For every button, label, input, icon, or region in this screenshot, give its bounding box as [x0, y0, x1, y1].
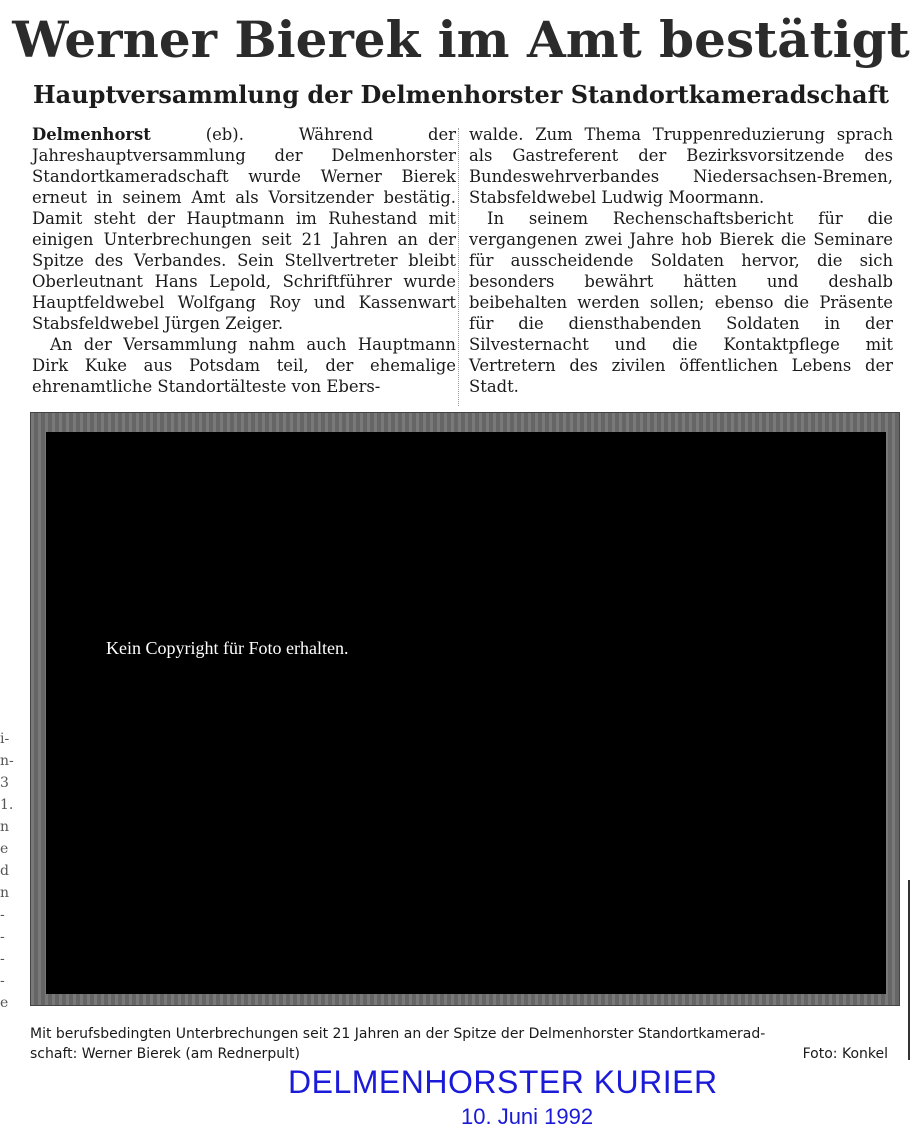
article-right-column	[469, 124, 893, 397]
edge-fragment: -	[0, 951, 5, 967]
edge-fragment: -	[0, 929, 5, 945]
edge-fragment: e	[0, 995, 9, 1011]
edge-fragment: n	[0, 885, 10, 901]
photo-caption	[30, 1024, 892, 1064]
right-edge-rule	[908, 880, 910, 1060]
left-paragraph-2: An der Versammlung nahm auch Hauptmann Dirk Kuke aus Potsdam teil, der ehemalige ehrenamtliche Standortälteste von Ebers-	[32, 335, 456, 396]
edge-fragment: e	[0, 841, 9, 857]
edge-fragment: n-	[0, 753, 14, 769]
article-left-column	[32, 124, 456, 397]
edge-fragment: 3	[0, 775, 9, 791]
left-paragraph-1-text: (eb). Während der Jahreshauptversammlung der Delmenhorster Standortkameradschaft wurde Werner Bierek erneut in seinem Amt als Vorsitzender bestätig. Damit steht der Hauptmann im Ruhestand mit einigen Unterbrechungen seit 21 Jahren an der Spitze des Verbandes. Sein Stellvertreter bleibt Oberleutnant Hans Lepold, Schriftführer wurde Hauptfeldwebel Wolfgang Roy und Kassenwart Stabsfeldwebel Jürgen Zeiger.	[32, 125, 456, 333]
article-subheadline: Hauptversammlung der Delmenhorster Standortkameradschaft	[32, 80, 890, 109]
column-divider	[458, 128, 459, 406]
right-paragraph-2: In seinem Rechenschaftsbericht für die vergangenen zwei Jahre hob Bierek die Seminare für ausscheidende Soldaten hervor, die sich besonders bewährt hätten und deshalb beibehalten werden sollen; ebenso die Präsente für die diensthabenden Soldaten in der Silvesternacht und die Kontaktpflege mit Vertretern des zivilen öffentlichen Lebens der Stadt.	[469, 209, 893, 396]
publication-date: 10. Juni 1992	[461, 1104, 594, 1129]
photo-copyright-note: Kein Copyright für Foto erhalten.	[106, 638, 349, 658]
cut-off-neighbor-text	[0, 728, 12, 1014]
photo-credit: Foto: Konkel	[802, 1046, 888, 1062]
edge-fragment: -	[0, 973, 5, 989]
redacted-photo	[46, 432, 886, 994]
edge-fragment: -	[0, 907, 5, 923]
article-headline: Werner Bierek im Amt bestätigt	[12, 10, 910, 69]
edge-fragment: 1.	[0, 797, 14, 813]
right-paragraph-1: walde. Zum Thema Truppenreduzierung sprach als Gastreferent der Bezirksvorsitzende des Bundeswehrverbandes Niedersachsen-Bremen, Stabsfeldwebel Ludwig Moormann.	[469, 125, 893, 207]
edge-fragment: i-	[0, 731, 10, 747]
caption-line-1: Mit berufsbedingten Unterbrechungen seit 21 Jahren an der Spitze der Delmenhorster Standortkamerad-	[30, 1026, 766, 1042]
caption-line-2: schaft: Werner Bierek (am Rednerpult)	[30, 1046, 300, 1062]
dateline: Delmenhorst	[32, 125, 151, 144]
newspaper-source: DELMENHORSTER KURIER	[288, 1064, 718, 1100]
edge-fragment: d	[0, 863, 9, 879]
left-paragraph-1	[32, 124, 456, 334]
edge-fragment: n	[0, 819, 10, 835]
